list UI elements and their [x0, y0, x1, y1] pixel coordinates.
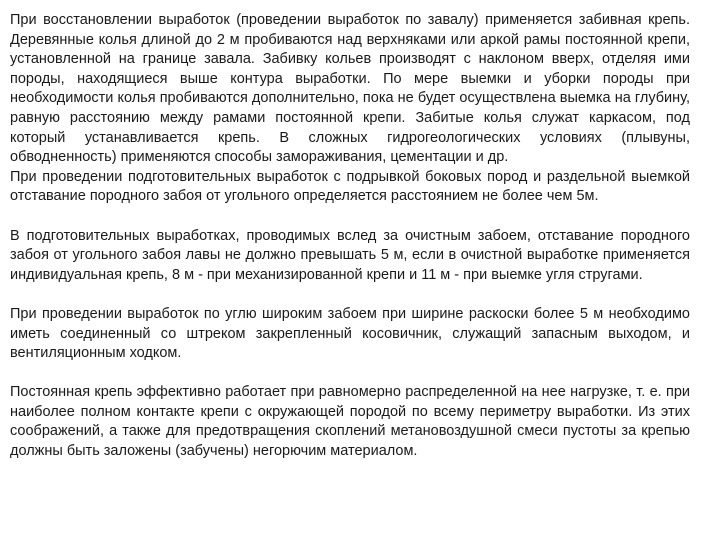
paragraph-development-lag: При проведении подготовительных выработок с подрывкой боковых пород и раздельной выемкой отставание породного забоя от угольного определяется расстоянием не более чем 5м. — [10, 168, 690, 205]
paragraph-lag-limits: В подготовительных выработках, проводимых вслед за очистным забоем, отставание породного забоя от угольного забоя лавы не должно превышать 5 м, если в очистной выработке применяется индивидуальная крепь, 8 м - при механизированной крепи и 11 м - при выемке угля стругами. — [10, 227, 690, 283]
paragraph-wide-face: При проведении выработок по углю широким забоем при ширине раскоски более 5 м необходимо иметь соединенный со штреком закрепленный косовичник, служащий запасным выходом, и вентиляционным ходком. — [10, 305, 690, 362]
document-page — [10, 11, 690, 462]
paragraph-restoration-forepoling: При восстановлении выработок (проведении выработок по завалу) применяется забивная крепь. Деревянные колья длиной до 2 м пробиваются над верхняками или аркой рамы постоянной крепи, установленной на границе завала. Забивку кольев производят с наклоном вверх, отделяя ими породы, находящиеся выше контура выработки. По мере выемки и уборки породы при необходимости колья пробиваются дополнительно, пока не будет осуществлена выемка на глубину, равную расстоянию между рамами постоянной крепи. Забитые колья служат каркасом, под который устанавливается крепь. В сложных гидрогеологических условиях (плывуны, обводненность) применяются способы замораживания, цементации и др. — [10, 12, 690, 166]
paragraph-permanent-support: Постоянная крепь эффективно работает при равномерно распределенной на нее нагрузке, т. е. при наиболее полном контакте крепи с окружающей породой по всему периметру выработки. Из этих соображений, а также для предотвращения скоплений метановоздушной смеси пустоты за крепью должны быть заложены (забучены) негорючим материалом. — [10, 384, 690, 460]
